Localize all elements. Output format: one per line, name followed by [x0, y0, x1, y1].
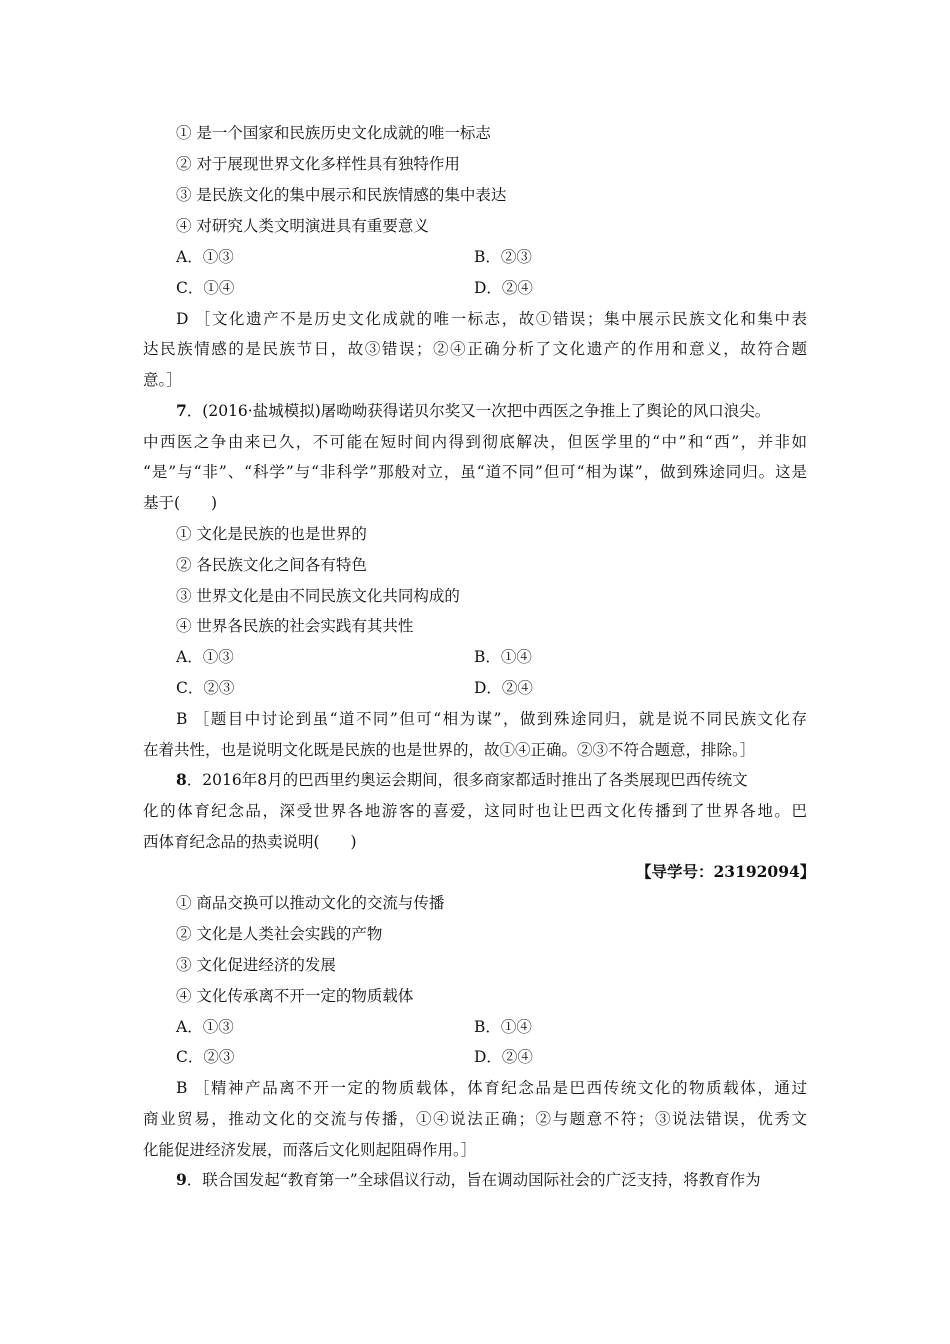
q6-choice-c: C．①④	[176, 279, 235, 297]
q8-choice-a: A．①③	[176, 1018, 234, 1036]
q6-option-3: ③ 是民族文化的集中展示和民族情感的集中表达	[176, 186, 507, 204]
q6-choice-a: A．①③	[176, 248, 234, 266]
q8-stem-line-2: 化的体育纪念品，深受世界各地游客的喜爱，这同时也让巴西文化传播到了世界各地。巴	[143, 802, 807, 820]
q8-answer-line-3: 化能促进经济发展，而落后文化则起阻碍作用。］	[143, 1141, 477, 1159]
q7-choice-a: A．①③	[176, 648, 234, 666]
q7-stem-text-1: ．(2016·盐城模拟)屠呦呦获得诺贝尔奖又一次把中西医之争推上了舆论的风口浪尖。	[186, 402, 771, 420]
q7-choice-b: B．①④	[474, 648, 532, 666]
q8-option-4: ④ 文化传承离不开一定的物质载体	[176, 987, 414, 1005]
q8-choice-d: D．②④	[474, 1048, 533, 1066]
q8-stem-line-1	[176, 770, 807, 790]
q7-number: 7	[176, 401, 187, 420]
q6-answer-line-1: D ［文化遗产不是历史文化成就的唯一标志，故①错误；集中展示民族文化和集中表	[176, 310, 807, 328]
q8-reference-text: 【导学号：23192094】	[636, 862, 816, 881]
q7-stem-line-3: “是”与“非”、“科学”与“非科学”那般对立，虽“道不同”但可“相为谋”，做到殊途同归。这是	[143, 463, 807, 481]
q6-option-2: ② 对于展现世界文化多样性具有独特作用	[176, 155, 460, 173]
q6-answer-line-2: 达民族情感的是民族节日，故③错误；②④正确分析了文化遗产的作用和意义，故符合题	[143, 340, 807, 358]
q9-stem-line-1	[176, 1170, 807, 1190]
q8-choice-b: B．①④	[474, 1018, 532, 1036]
q8-reference-number	[636, 862, 815, 882]
q8-option-1: ① 商品交换可以推动文化的交流与传播	[176, 894, 445, 912]
q8-option-3: ③ 文化促进经济的发展	[176, 956, 336, 974]
q8-number: 8	[176, 770, 187, 789]
q6-option-4: ④ 对研究人类文明演进具有重要意义	[176, 217, 429, 235]
q7-answer-line-2: 在着共性，也是说明文化既是民族的也是世界的，故①④正确。②③不符合题意，排除。］	[143, 741, 756, 759]
q9-number: 9	[176, 1170, 187, 1189]
q7-option-3: ③ 世界文化是由不同民族文化共同构成的	[176, 587, 460, 605]
q6-choice-b: B．②③	[474, 248, 532, 266]
q7-option-4: ④ 世界各民族的社会实践有其共性	[176, 617, 414, 635]
q7-choice-d: D．②④	[474, 679, 533, 697]
q7-choice-c: C．②③	[176, 679, 235, 697]
q8-option-2: ② 文化是人类社会实践的产物	[176, 925, 383, 943]
q8-stem-line-3: 西体育纪念品的热卖说明( )	[143, 833, 357, 851]
q7-answer-line-1: B ［题目中讨论到虽“道不同”但可“相为谋”，做到殊途同归，就是说不同民族文化存	[176, 710, 807, 728]
q8-answer-line-2: 商业贸易，推动文化的交流与传播，①④说法正确；②与题意不符；③说法错误，优秀文	[143, 1110, 807, 1128]
q7-option-2: ② 各民族文化之间各有特色	[176, 556, 367, 574]
q7-option-1: ① 文化是民族的也是世界的	[176, 525, 367, 543]
q6-option-1: ① 是一个国家和民族历史文化成就的唯一标志	[176, 124, 491, 142]
q7-stem-line-2: 中西医之争由来已久，不可能在短时间内得到彻底解决，但医学里的“中”和“西”，并非如	[143, 433, 807, 451]
q8-choice-c: C．②③	[176, 1048, 235, 1066]
q9-stem-text-1: ．联合国发起“教育第一”全球倡议行动，旨在调动国际社会的广泛支持，将教育作为	[186, 1171, 761, 1189]
q6-choice-d: D．②④	[474, 279, 533, 297]
q8-stem-text-1: ．2016年8月的巴西里约奥运会期间，很多商家都适时推出了各类展现巴西传统文	[186, 771, 748, 789]
q6-answer-line-3: 意。］	[143, 371, 182, 389]
q8-answer-line-1: B ［精神产品离不开一定的物质载体，体育纪念品是巴西传统文化的物质载体，通过	[176, 1079, 807, 1097]
q7-stem-line-1	[176, 401, 807, 421]
q7-stem-line-4: 基于( )	[143, 494, 218, 512]
